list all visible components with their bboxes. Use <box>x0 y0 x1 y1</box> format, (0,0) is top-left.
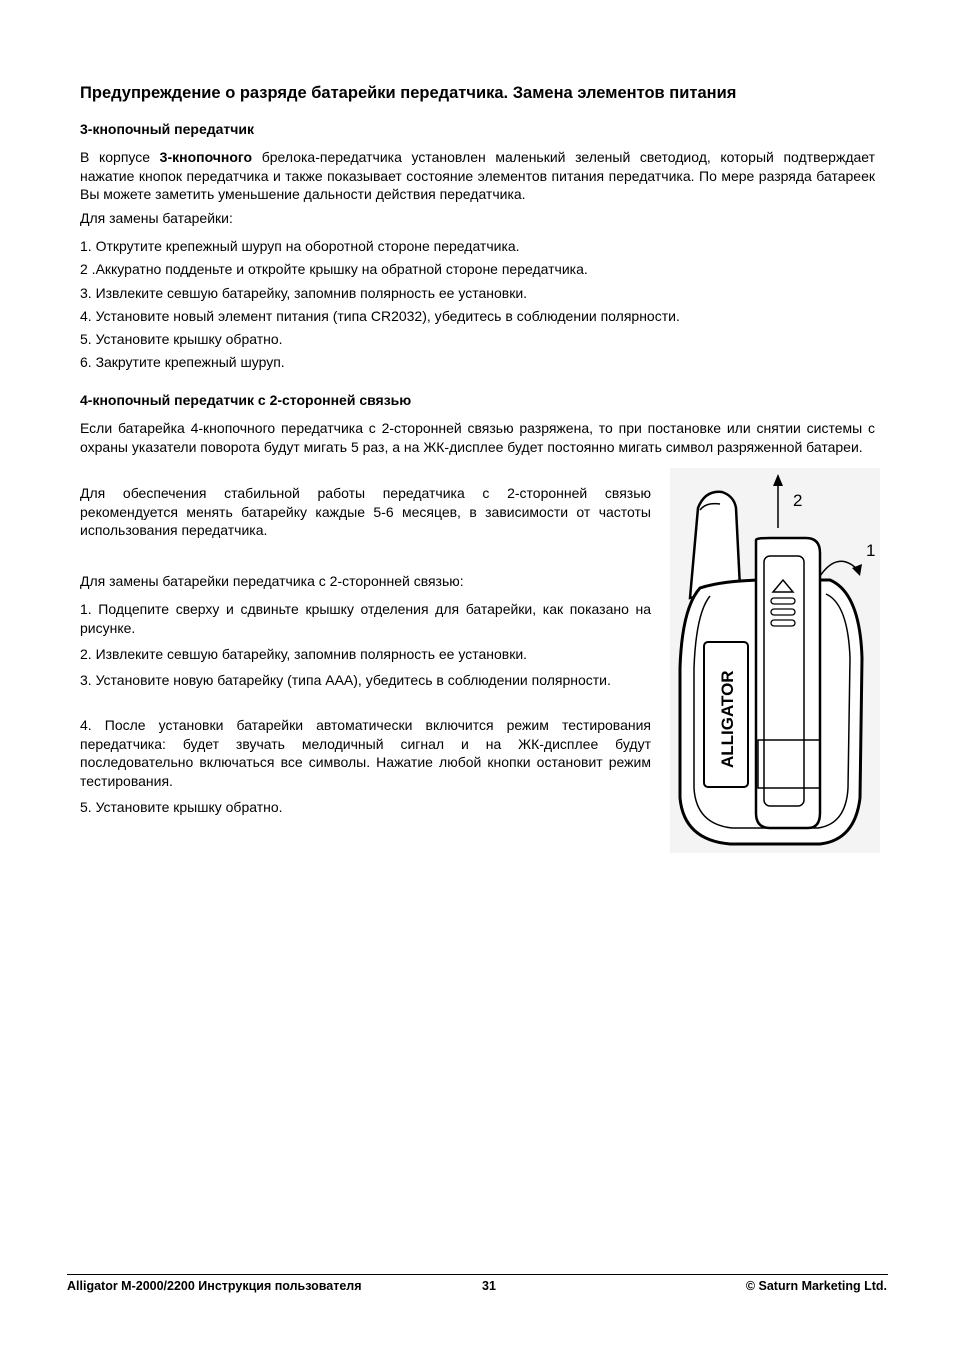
footer-rule <box>67 1274 888 1275</box>
transmitter-figure <box>670 468 880 853</box>
section2-recommendation: Для обеспечения стабильной работы передатчика с 2-сторонней связью рекомендуется менять батарейку каждые 5-6 месяцев, в зависимости от частоты использования передатчика. <box>80 485 651 538</box>
section1-step: 2 .Аккуратно подденьте и откройте крышку на обратной стороне передатчика. <box>80 261 588 277</box>
page-title: Предупреждение о разряде батарейки передатчика. Замена элементов питания <box>80 84 737 102</box>
section1-step: 6. Закрутите крепежный шуруп. <box>80 354 285 370</box>
section1-step: 4. Установите новый элемент питания (типа CR2032), убедитесь в соблюдении полярности. <box>80 308 680 324</box>
section2-step: 5. Установите крышку обратно. <box>80 799 283 815</box>
label-1: 1 <box>866 541 876 560</box>
section1-intro-rest: брелока-передатчика установлен маленький зеленый светодиод, который подтверждает нажатие кнопок передатчика и также показывает состояние элементов питания передатчика. По мере разряда батареек Вы можете заметить уменьшение дальности действия передатчика. <box>80 149 876 202</box>
footer-left: Alligator M-2000/2200 Инструкция пользователя <box>67 1279 362 1293</box>
section2-intro: Если батарейка 4-кнопочного передатчика с 2-сторонней связью разряжена, то при постановке или снятии системы с охраны указатели поворота будут мигать 5 раз, а на ЖК-дисплее будет постоянно мигать символ разряженной батареи. <box>80 420 875 455</box>
battery-cover <box>756 538 820 828</box>
section1-lead: Для замены батарейки: <box>80 210 233 226</box>
section-heading-4-button: 4-кнопочный передатчик с 2-сторонней связью <box>80 392 412 408</box>
section-heading-3-button: 3-кнопочный передатчик <box>80 121 255 137</box>
section1-intro-bold: 3-кнопочного <box>159 149 253 165</box>
section1-intro <box>80 148 875 204</box>
section2-step: 2. Извлеките севшую батарейку, запомнив полярность ее установки. <box>80 646 528 662</box>
alligator-logo: ALLIGATOR <box>718 670 737 768</box>
label-2: 2 <box>793 491 803 510</box>
section1-intro-prefix: В корпусе <box>80 149 160 165</box>
section2-lead: Для замены батарейки передатчика с 2-сторонней связью: <box>80 573 464 589</box>
section1-step: 3. Извлеките севшую батарейку, запомнив полярность ее установки. <box>80 285 528 301</box>
section1-step: 5. Установите крышку обратно. <box>80 331 283 347</box>
section2-step: 4. После установки батарейки автоматически включится режим тестирования передатчика: будет звучать мелодичный сигнал и на ЖК-дисплее будут последовательно включаться все символы. Нажатие любой кнопки остановит режим тестирования. <box>80 717 651 789</box>
section2-step: 3. Установите новую батарейку (типа ААА), убедитесь в соблюдении полярности. <box>80 672 611 688</box>
section2-step: 1. Подцепите сверху и сдвиньте крышку отделения для батарейки, как показано на рисунке. <box>80 601 651 636</box>
page-number: 31 <box>482 1279 496 1293</box>
section1-step: 1. Открутите крепежный шуруп на оборотной стороне передатчика. <box>80 238 520 254</box>
footer-right: © Saturn Marketing Ltd. <box>745 1279 887 1293</box>
